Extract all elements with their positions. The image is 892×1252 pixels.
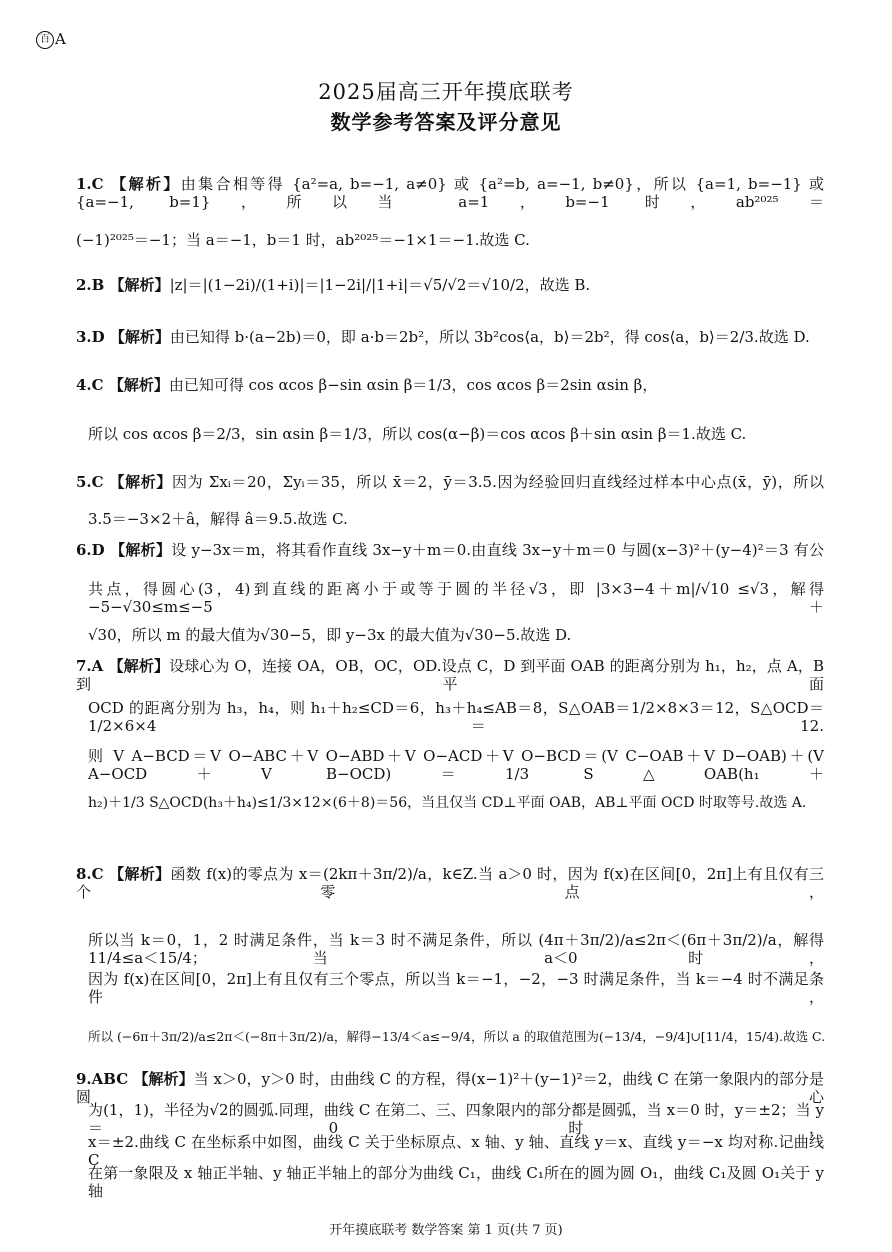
- q9-line-3: x＝±2.曲线 C 在坐标系中如图，曲线 C 关于坐标原点、x 轴、y 轴、直线 y＝x、直线 y＝−x 均对称.记曲线 C: [88, 1133, 824, 1169]
- q8-line-3: 因为 f(x)在区间[0，2π]上有且仅有三个零点，所以当 k＝−1，−2，−3 时满足条件，当 k＝−4 时不满足条件，: [88, 970, 824, 1006]
- q6-line-2: 共点，得圆心(3，4)到直线的距离小于或等于圆的半径√3，即 |3×3−4＋m|/√10 ≤√3，解得−5−√30≤m≤−5＋: [88, 580, 824, 616]
- version-badge: 百: [36, 31, 54, 49]
- q2-line-1: 2.B 【解析】|z|＝|(1−2i)/(1+i)|＝|1−2i|/|1+i|＝√5/√2＝√10/2，故选 B.: [76, 276, 591, 294]
- q4-line-2: 所以 cos αcos β＝2/3，sin αsin β＝1/3，所以 cos(α−β)＝cos αcos β＋sin αsin β＝1.故选 C.: [88, 425, 747, 443]
- q8-line-1: 8.C 【解析】函数 f(x)的零点为 x＝(2kπ＋3π/2)/a，k∈Z.当 a＞0 时，因为 f(x)在区间[0，2π]上有且仅有三个零点，: [76, 865, 824, 901]
- q6-line-1: 6.D 【解析】设 y−3x＝m，将其看作直线 3x−y＋m＝0.由直线 3x−y＋m＝0 与圆(x−3)²＋(y−4)²＝3 有公: [76, 541, 825, 559]
- q7-line-4: h₂)＋1/3 S△OCD(h₃＋h₄)≤1/3×12×(6＋8)＝56，当且仅当 CD⊥平面 OAB，AB⊥平面 OCD 时取等号.故选 A.: [88, 795, 807, 811]
- q5-line-2: 3.5＝−3×2＋â，解得 â＝9.5.故选 C.: [88, 510, 348, 528]
- q7-line-2: OCD 的距离分别为 h₃，h₄，则 h₁＋h₂≤CD＝6，h₃＋h₄≤AB＝8，S△OAB＝1/2×8×3＝12，S△OCD＝1/2×6×4＝12.: [88, 699, 824, 735]
- q1-line-2: (−1)²⁰²⁵＝−1；当 a＝−1，b＝1 时，ab²⁰²⁵＝−1×1＝−1.故选 C.: [76, 231, 530, 249]
- q1-line-1: 1.C 【解析】由集合相等得 {a²=a, b=−1, a≠0} 或 {a²=b, a=−1, b≠0}，所以 {a=1, b=−1} 或 {a=−1, b=1}，所以当 a=1，b=−1 时，ab²⁰²⁵＝: [76, 175, 824, 211]
- q8-line-2: 所以当 k＝0，1，2 时满足条件，当 k＝3 时不满足条件，所以 (4π＋3π/2)/a≤2π＜(6π＋3π/2)/a，解得 11/4≤a＜15/4；当 a＜0 时，: [88, 931, 824, 967]
- q5-line-1: 5.C 【解析】因为 Σxᵢ＝20，Σyᵢ＝35，所以 x̄＝2，ȳ＝3.5.因为经验回归直线经过样本中心点(x̄，ȳ)，所以: [76, 473, 824, 491]
- exam-title: 2025届高三开年摸底联考: [318, 80, 574, 104]
- q9-line-1: 9.ABC 【解析】当 x＞0，y＞0 时，由曲线 C 的方程，得(x−1)²＋(y−1)²＝2，曲线 C 在第一象限内的部分是圆心: [76, 1070, 824, 1106]
- q9-line-2: 为(1，1)，半径为√2的圆弧.同理，曲线 C 在第二、三、四象限内的部分都是圆弧，当 x＝0 时，y＝±2；当 y＝0 时，: [88, 1101, 824, 1137]
- q3-line-1: 3.D 【解析】由已知得 b·(a−2b)＝0，即 a·b＝2b²，所以 3b²cos⟨a，b⟩＝2b²，得 cos⟨a，b⟩＝2/3.故选 D.: [76, 328, 810, 346]
- q4-line-1: 4.C 【解析】由已知可得 cos αcos β−sin αsin β＝1/3，cos αcos β＝2sin αsin β，: [76, 376, 658, 394]
- page-footer: 开年摸底联考 数学答案 第 1 页(共 7 页): [329, 1223, 563, 1238]
- q7-line-1: 7.A 【解析】设球心为 O，连接 OA，OB，OC，OD.设点 C，D 到平面 OAB 的距离分别为 h₁，h₂，点 A，B 到平面: [76, 657, 824, 693]
- paper-version-mark: [36, 30, 66, 49]
- version-letter: A: [55, 30, 66, 48]
- q9-line-4: 在第一象限及 x 轴正半轴、y 轴正半轴上的部分为曲线 C₁，曲线 C₁所在的圆为圆 O₁，曲线 C₁及圆 O₁关于 y 轴: [88, 1164, 824, 1200]
- q8-line-4: 所以 (−6π＋3π/2)/a≤2π＜(−8π＋3π/2)/a，解得−13/4＜a≤−9/4，所以 a 的取值范围为(−13/4，−9/4]∪[11/4，15/4).故选 C.: [88, 1029, 826, 1044]
- answer-key-title: 数学参考答案及评分意见: [330, 110, 562, 134]
- q6-line-3: √30，所以 m 的最大值为√30−5，即 y−3x 的最大值为√30−5.故选 D.: [88, 626, 572, 644]
- q7-line-3: 则 V A−BCD＝V O−ABC＋V O−ABD＋V O−ACD＋V O−BCD＝(V C−OAB＋V D−OAB)＋(V A−OCD＋V B−OCD)＝1/3 S△OAB(h₁＋: [88, 747, 824, 783]
